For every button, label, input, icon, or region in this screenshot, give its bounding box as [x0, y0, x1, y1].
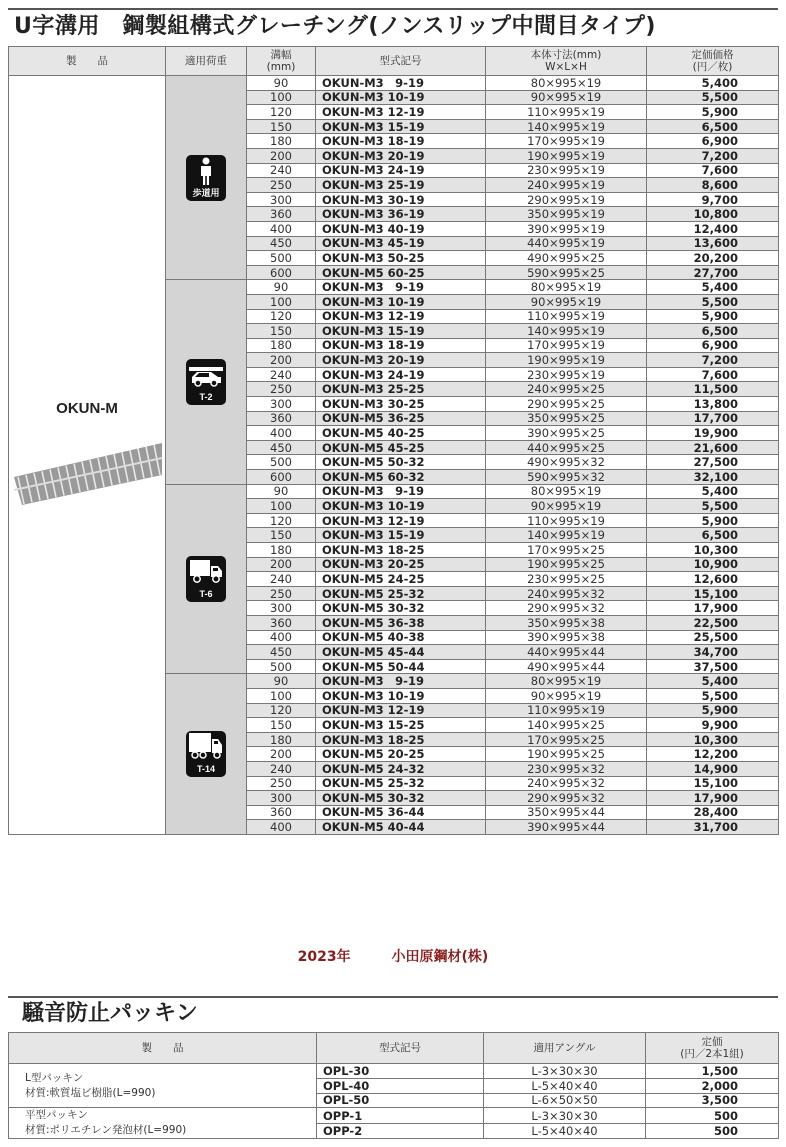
section1-title: U字溝用 鋼製組構式グレーチング(ノンスリップ中間目タイプ) — [8, 8, 778, 47]
price-cell: 8,600 — [647, 178, 779, 193]
table-header-row — [9, 1033, 779, 1064]
model-cell: OKUN-M3 12-19 — [316, 703, 486, 718]
width-cell: 500 — [247, 455, 316, 470]
price-cell: 10,800 — [647, 207, 779, 222]
model-cell: OKUN-M5 40-25 — [316, 426, 486, 441]
pedestrian-icon — [186, 155, 226, 201]
price-cell: 5,900 — [647, 309, 779, 324]
price-cell: 12,400 — [647, 221, 779, 236]
model-cell: OKUN-M3 12-19 — [316, 513, 486, 528]
price-cell: 1,500 — [646, 1064, 779, 1079]
model-cell: OKUN-M3 45-19 — [316, 236, 486, 251]
car-icon — [186, 359, 226, 405]
load-class-cell — [166, 484, 247, 674]
angle-cell: L-5×40×40 — [484, 1078, 646, 1093]
dims-cell: 440×995×19 — [486, 236, 647, 251]
dims-cell: 90×995×19 — [486, 688, 647, 703]
packing-material: 材質:軟質塩ビ樹脂(L=990) — [25, 1086, 156, 1099]
price-cell: 10,300 — [647, 543, 779, 558]
dims-cell: 290×995×32 — [486, 791, 647, 806]
price-cell: 21,600 — [647, 440, 779, 455]
model-cell: OKUN-M5 45-44 — [316, 645, 486, 660]
load-class-label: T-14 — [196, 764, 215, 775]
dims-cell: 350×995×38 — [486, 615, 647, 630]
width-cell: 200 — [247, 353, 316, 368]
model-cell: OKUN-M5 40-44 — [316, 820, 486, 835]
model-cell: OKUN-M3 9-19 — [316, 280, 486, 295]
width-cell: 100 — [247, 688, 316, 703]
header-price: 定価 (円／2本1組) — [646, 1033, 779, 1064]
model-cell: OKUN-M3 9-19 — [316, 76, 486, 91]
price-cell: 5,900 — [647, 703, 779, 718]
header-width: 溝幅 (mm) — [247, 47, 316, 76]
model-cell: OKUN-M3 20-19 — [316, 353, 486, 368]
price-cell: 6,900 — [647, 338, 779, 353]
dims-cell: 240×995×25 — [486, 382, 647, 397]
dims-cell: 80×995×19 — [486, 280, 647, 295]
dims-cell: 390×995×25 — [486, 426, 647, 441]
price-cell: 5,500 — [647, 499, 779, 514]
price-cell: 3,500 — [646, 1093, 779, 1108]
width-cell: 240 — [247, 761, 316, 776]
model-cell: OKUN-M3 12-19 — [316, 105, 486, 120]
price-cell: 32,100 — [647, 470, 779, 485]
packing-product-cell — [9, 1064, 317, 1108]
dims-cell: 230×995×25 — [486, 572, 647, 587]
dims-cell: 350×995×44 — [486, 805, 647, 820]
dims-cell: 80×995×19 — [486, 674, 647, 689]
price-cell: 6,500 — [647, 324, 779, 339]
price-cell: 5,500 — [647, 90, 779, 105]
load-class-cell — [166, 674, 247, 835]
model-cell: OKUN-M3 18-25 — [316, 732, 486, 747]
price-cell: 17,900 — [647, 601, 779, 616]
model-cell: OKUN-M5 60-25 — [316, 265, 486, 280]
price-cell: 5,400 — [647, 484, 779, 499]
price-cell: 7,600 — [647, 367, 779, 382]
model-cell: OKUN-M5 30-32 — [316, 601, 486, 616]
width-cell: 360 — [247, 615, 316, 630]
dims-cell: 80×995×19 — [486, 484, 647, 499]
dims-cell: 90×995×19 — [486, 499, 647, 514]
model-cell: OKUN-M5 60-32 — [316, 470, 486, 485]
angle-cell: L-3×30×30 — [484, 1064, 646, 1079]
price-cell: 5,400 — [647, 76, 779, 91]
model-cell: OKUN-M3 30-19 — [316, 192, 486, 207]
width-cell: 180 — [247, 732, 316, 747]
price-cell: 5,500 — [647, 688, 779, 703]
model-cell: OKUN-M3 10-19 — [316, 294, 486, 309]
load-class-cell — [166, 76, 247, 280]
dims-cell: 590×995×25 — [486, 265, 647, 280]
price-cell: 5,400 — [647, 280, 779, 295]
dims-cell: 390×995×44 — [486, 820, 647, 835]
model-cell: OKUN-M5 50-44 — [316, 659, 486, 674]
model-cell: OKUN-M3 20-25 — [316, 557, 486, 572]
width-cell: 150 — [247, 528, 316, 543]
model-cell: OKUN-M3 30-25 — [316, 397, 486, 412]
price-cell: 6,900 — [647, 134, 779, 149]
dims-cell: 140×995×19 — [486, 119, 647, 134]
price-cell: 27,500 — [647, 455, 779, 470]
model-cell: OKUN-M3 50-25 — [316, 251, 486, 266]
price-cell: 15,100 — [647, 776, 779, 791]
dims-cell: 350×995×19 — [486, 207, 647, 222]
price-cell: 500 — [646, 1123, 779, 1139]
dims-cell: 90×995×19 — [486, 90, 647, 105]
width-cell: 500 — [247, 659, 316, 674]
model-cell: OKUN-M3 25-19 — [316, 178, 486, 193]
width-cell: 250 — [247, 382, 316, 397]
header-product: 製 品 — [9, 1033, 317, 1064]
load-class-cell — [166, 280, 247, 484]
model-cell: OPL-30 — [317, 1064, 484, 1079]
width-cell: 450 — [247, 236, 316, 251]
truck-icon — [186, 556, 226, 602]
footer-company: 小田原鋼材(株) — [391, 949, 489, 965]
dims-cell: 170×995×19 — [486, 134, 647, 149]
width-cell: 200 — [247, 747, 316, 762]
header-model: 型式記号 — [317, 1033, 484, 1064]
dims-cell: 390×995×19 — [486, 221, 647, 236]
price-cell: 500 — [646, 1108, 779, 1124]
price-cell: 15,100 — [647, 586, 779, 601]
dims-cell: 110×995×19 — [486, 513, 647, 528]
model-cell: OKUN-M5 24-25 — [316, 572, 486, 587]
price-cell: 5,900 — [647, 513, 779, 528]
width-cell: 360 — [247, 207, 316, 222]
dims-cell: 490×995×25 — [486, 251, 647, 266]
width-cell: 450 — [247, 645, 316, 660]
width-cell: 180 — [247, 134, 316, 149]
width-cell: 180 — [247, 338, 316, 353]
model-cell: OPP-1 — [317, 1108, 484, 1124]
model-cell: OKUN-M3 15-25 — [316, 718, 486, 733]
header-price: 定価価格 (円／枚) — [647, 47, 779, 76]
width-cell: 400 — [247, 221, 316, 236]
model-cell: OKUN-M3 36-19 — [316, 207, 486, 222]
width-cell: 400 — [247, 426, 316, 441]
dims-cell: 390×995×38 — [486, 630, 647, 645]
width-cell: 250 — [247, 586, 316, 601]
model-cell: OKUN-M5 36-44 — [316, 805, 486, 820]
model-cell: OKUN-M3 20-19 — [316, 148, 486, 163]
packing-name: L型パッキン — [25, 1071, 84, 1084]
model-cell: OKUN-M3 9-19 — [316, 674, 486, 689]
model-cell: OKUN-M5 36-25 — [316, 411, 486, 426]
grating-image — [12, 437, 162, 507]
dims-cell: 170×995×19 — [486, 338, 647, 353]
width-cell: 90 — [247, 484, 316, 499]
table-header-row — [9, 47, 779, 76]
product-name: OKUN-M — [56, 399, 118, 417]
model-cell: OKUN-M3 18-25 — [316, 543, 486, 558]
width-cell: 100 — [247, 294, 316, 309]
load-class-label: T-6 — [199, 588, 213, 599]
price-cell: 10,900 — [647, 557, 779, 572]
dims-cell: 490×995×44 — [486, 659, 647, 674]
dims-cell: 110×995×19 — [486, 105, 647, 120]
price-cell: 5,400 — [647, 674, 779, 689]
footer — [0, 946, 786, 966]
model-cell: OKUN-M5 25-32 — [316, 586, 486, 601]
dims-cell: 350×995×25 — [486, 411, 647, 426]
dims-cell: 440×995×44 — [486, 645, 647, 660]
width-cell: 500 — [247, 251, 316, 266]
dims-cell: 240×995×32 — [486, 586, 647, 601]
dims-cell: 190×995×25 — [486, 747, 647, 762]
model-cell: OKUN-M5 24-32 — [316, 761, 486, 776]
header-load: 適用荷重 — [166, 47, 247, 76]
price-cell: 12,200 — [647, 747, 779, 762]
width-cell: 400 — [247, 820, 316, 835]
angle-cell: L-3×30×30 — [484, 1108, 646, 1124]
load-class-label: T-2 — [199, 391, 213, 402]
model-cell: OKUN-M5 50-32 — [316, 455, 486, 470]
model-cell: OKUN-M5 25-32 — [316, 776, 486, 791]
width-cell: 120 — [247, 309, 316, 324]
width-cell: 300 — [247, 601, 316, 616]
dims-cell: 170×995×25 — [486, 543, 647, 558]
model-cell: OKUN-M3 15-19 — [316, 528, 486, 543]
model-cell: OKUN-M3 25-25 — [316, 382, 486, 397]
width-cell: 150 — [247, 718, 316, 733]
width-cell: 300 — [247, 791, 316, 806]
price-cell: 14,900 — [647, 761, 779, 776]
width-cell: 90 — [247, 674, 316, 689]
width-cell: 150 — [247, 324, 316, 339]
table-row — [9, 1108, 779, 1124]
width-cell: 120 — [247, 703, 316, 718]
dims-cell: 170×995×25 — [486, 732, 647, 747]
width-cell: 240 — [247, 367, 316, 382]
dims-cell: 110×995×19 — [486, 309, 647, 324]
width-cell: 600 — [247, 470, 316, 485]
model-cell: OKUN-M3 9-19 — [316, 484, 486, 499]
width-cell: 120 — [247, 513, 316, 528]
price-cell: 2,000 — [646, 1078, 779, 1093]
dims-cell: 230×995×19 — [486, 367, 647, 382]
price-cell: 5,500 — [647, 294, 779, 309]
width-cell: 240 — [247, 163, 316, 178]
dims-cell: 110×995×19 — [486, 703, 647, 718]
model-cell: OKUN-M3 24-19 — [316, 163, 486, 178]
width-cell: 100 — [247, 90, 316, 105]
width-cell: 360 — [247, 411, 316, 426]
angle-cell: L-6×50×50 — [484, 1093, 646, 1108]
model-cell: OKUN-M3 24-19 — [316, 367, 486, 382]
price-cell: 13,800 — [647, 397, 779, 412]
price-cell: 28,400 — [647, 805, 779, 820]
header-angle: 適用アングル — [484, 1033, 646, 1064]
footer-year: 2023年 — [297, 949, 351, 965]
heavy-truck-icon — [186, 731, 226, 777]
price-cell: 5,900 — [647, 105, 779, 120]
dims-cell: 190×995×19 — [486, 148, 647, 163]
model-cell: OKUN-M5 36-38 — [316, 615, 486, 630]
price-cell: 7,200 — [647, 148, 779, 163]
price-cell: 20,200 — [647, 251, 779, 266]
price-cell: 6,500 — [647, 119, 779, 134]
price-cell: 7,600 — [647, 163, 779, 178]
model-cell: OKUN-M5 30-32 — [316, 791, 486, 806]
price-cell: 17,900 — [647, 791, 779, 806]
price-cell: 11,500 — [647, 382, 779, 397]
price-cell: 25,500 — [647, 630, 779, 645]
width-cell: 180 — [247, 543, 316, 558]
grating-price-table — [8, 46, 779, 835]
packing-product-cell — [9, 1108, 317, 1139]
width-cell: 600 — [247, 265, 316, 280]
model-cell: OKUN-M5 45-25 — [316, 440, 486, 455]
model-cell: OKUN-M3 12-19 — [316, 309, 486, 324]
dims-cell: 230×995×32 — [486, 761, 647, 776]
width-cell: 450 — [247, 440, 316, 455]
load-class-label: 歩道用 — [192, 187, 220, 198]
model-cell: OKUN-M3 15-19 — [316, 119, 486, 134]
price-cell: 9,700 — [647, 192, 779, 207]
price-cell: 37,500 — [647, 659, 779, 674]
price-cell: 10,300 — [647, 732, 779, 747]
model-cell: OPP-2 — [317, 1123, 484, 1139]
header-model: 型式記号 — [316, 47, 486, 76]
dims-cell: 240×995×19 — [486, 178, 647, 193]
width-cell: 200 — [247, 148, 316, 163]
price-cell: 22,500 — [647, 615, 779, 630]
product-cell — [9, 76, 166, 835]
width-cell: 360 — [247, 805, 316, 820]
dims-cell: 190×995×19 — [486, 353, 647, 368]
table-row — [9, 76, 779, 91]
dims-cell: 140×995×19 — [486, 528, 647, 543]
model-cell: OKUN-M3 18-19 — [316, 134, 486, 149]
model-cell: OKUN-M3 40-19 — [316, 221, 486, 236]
price-cell: 9,900 — [647, 718, 779, 733]
dims-cell: 140×995×19 — [486, 324, 647, 339]
table-row — [9, 1064, 779, 1079]
price-cell: 17,700 — [647, 411, 779, 426]
price-cell: 13,600 — [647, 236, 779, 251]
dims-cell: 490×995×32 — [486, 455, 647, 470]
width-cell: 300 — [247, 192, 316, 207]
dims-cell: 140×995×25 — [486, 718, 647, 733]
width-cell: 300 — [247, 397, 316, 412]
dims-cell: 80×995×19 — [486, 76, 647, 91]
price-cell: 19,900 — [647, 426, 779, 441]
model-cell: OKUN-M3 10-19 — [316, 688, 486, 703]
model-cell: OKUN-M3 15-19 — [316, 324, 486, 339]
dims-cell: 290×995×25 — [486, 397, 647, 412]
price-cell: 7,200 — [647, 353, 779, 368]
width-cell: 250 — [247, 776, 316, 791]
header-dims: 本体寸法(mm) W×L×H — [486, 47, 647, 76]
dims-cell: 290×995×32 — [486, 601, 647, 616]
price-cell: 6,500 — [647, 528, 779, 543]
dims-cell: 190×995×25 — [486, 557, 647, 572]
width-cell: 250 — [247, 178, 316, 193]
price-cell: 31,700 — [647, 820, 779, 835]
width-cell: 150 — [247, 119, 316, 134]
dims-cell: 230×995×19 — [486, 163, 647, 178]
width-cell: 90 — [247, 76, 316, 91]
width-cell: 120 — [247, 105, 316, 120]
header-product: 製 品 — [9, 47, 166, 76]
model-cell: OKUN-M3 10-19 — [316, 90, 486, 105]
model-cell: OKUN-M5 20-25 — [316, 747, 486, 762]
packing-name: 平型パッキン — [25, 1109, 88, 1122]
model-cell: OKUN-M5 40-38 — [316, 630, 486, 645]
model-cell: OPL-50 — [317, 1093, 484, 1108]
packing-material: 材質:ポリエチレン発泡材(L=990) — [25, 1124, 187, 1137]
model-cell: OPL-40 — [317, 1078, 484, 1093]
model-cell: OKUN-M3 10-19 — [316, 499, 486, 514]
width-cell: 100 — [247, 499, 316, 514]
packing-price-table — [8, 1032, 779, 1139]
dims-cell: 290×995×19 — [486, 192, 647, 207]
price-cell: 12,600 — [647, 572, 779, 587]
angle-cell: L-5×40×40 — [484, 1123, 646, 1139]
width-cell: 400 — [247, 630, 316, 645]
dims-cell: 90×995×19 — [486, 294, 647, 309]
dims-cell: 240×995×32 — [486, 776, 647, 791]
width-cell: 90 — [247, 280, 316, 295]
dims-cell: 590×995×32 — [486, 470, 647, 485]
price-cell: 34,700 — [647, 645, 779, 660]
dims-cell: 440×995×25 — [486, 440, 647, 455]
width-cell: 240 — [247, 572, 316, 587]
width-cell: 200 — [247, 557, 316, 572]
model-cell: OKUN-M3 18-19 — [316, 338, 486, 353]
price-cell: 27,700 — [647, 265, 779, 280]
section2-title: 騒音防止パッキン — [8, 996, 778, 1033]
